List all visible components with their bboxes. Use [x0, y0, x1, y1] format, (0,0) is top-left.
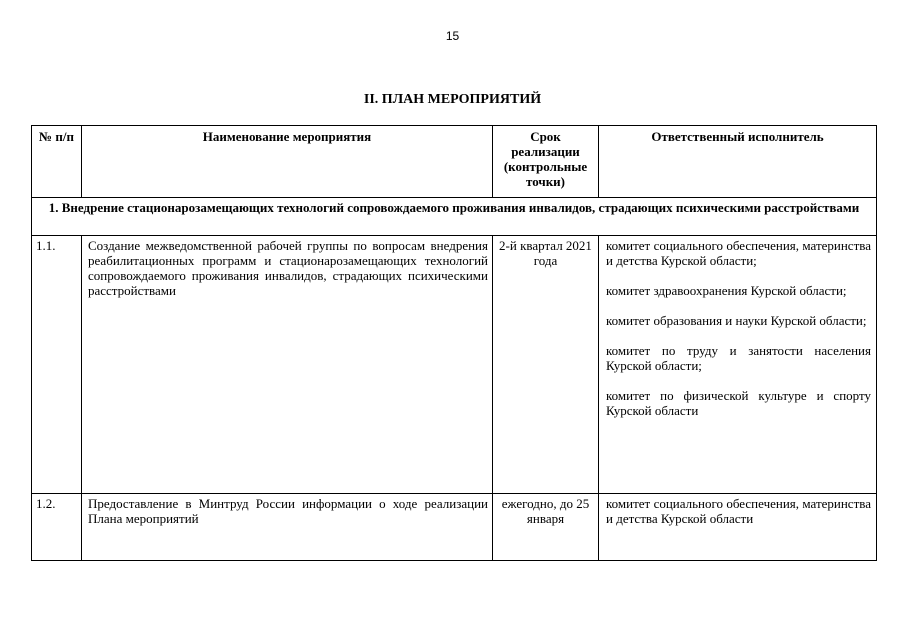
row-term: 2-й квартал 2021 года [493, 236, 599, 494]
responsible-item: комитет по труду и занятости населения Курской области; [606, 343, 871, 373]
plan-table [31, 125, 877, 561]
section-title: II. ПЛАН МЕРОПРИЯТИЙ [363, 92, 542, 107]
header-responsible: Ответственный исполнитель [599, 126, 877, 198]
row-term: ежегодно, до 25 января [493, 494, 599, 561]
row-responsible [599, 494, 877, 561]
responsible-item: комитет социального обеспечения, материнства и детства Курской области [606, 496, 871, 526]
group-title: 1. Внедрение стационарозамещающих технологий сопровождаемого проживания инвалидов, страдающих психическими расстройствами [32, 198, 877, 236]
row-name: Предоставление в Минтруд России информации о ходе реализации Плана мероприятий [82, 494, 493, 561]
responsible-item: комитет по физической культуре и спорту Курской области [606, 388, 871, 418]
header-num: № п/п [32, 126, 82, 198]
header-term: Срок реализации (контрольные точки) [493, 126, 599, 198]
table-row [32, 236, 877, 494]
group-row [32, 198, 877, 236]
table-row [32, 494, 877, 561]
page-number: 15 [445, 29, 460, 43]
responsible-item: комитет здравоохранения Курской области; [606, 283, 847, 298]
row-name: Создание межведомственной рабочей группы по вопросам внедрения реабилитационных программ и стационарозамещающих технологий сопровождаемого проживания инвалидов, страдающих психическими расстройствами [82, 236, 493, 494]
responsible-item: комитет социального обеспечения, материнства и детства Курской области; [606, 238, 871, 268]
row-num: 1.2. [32, 494, 82, 561]
row-num: 1.1. [32, 236, 82, 494]
row-responsible [599, 236, 877, 494]
table-header-row [32, 126, 877, 198]
responsible-item: комитет образования и науки Курской области; [606, 313, 867, 328]
header-name: Наименование мероприятия [82, 126, 493, 198]
